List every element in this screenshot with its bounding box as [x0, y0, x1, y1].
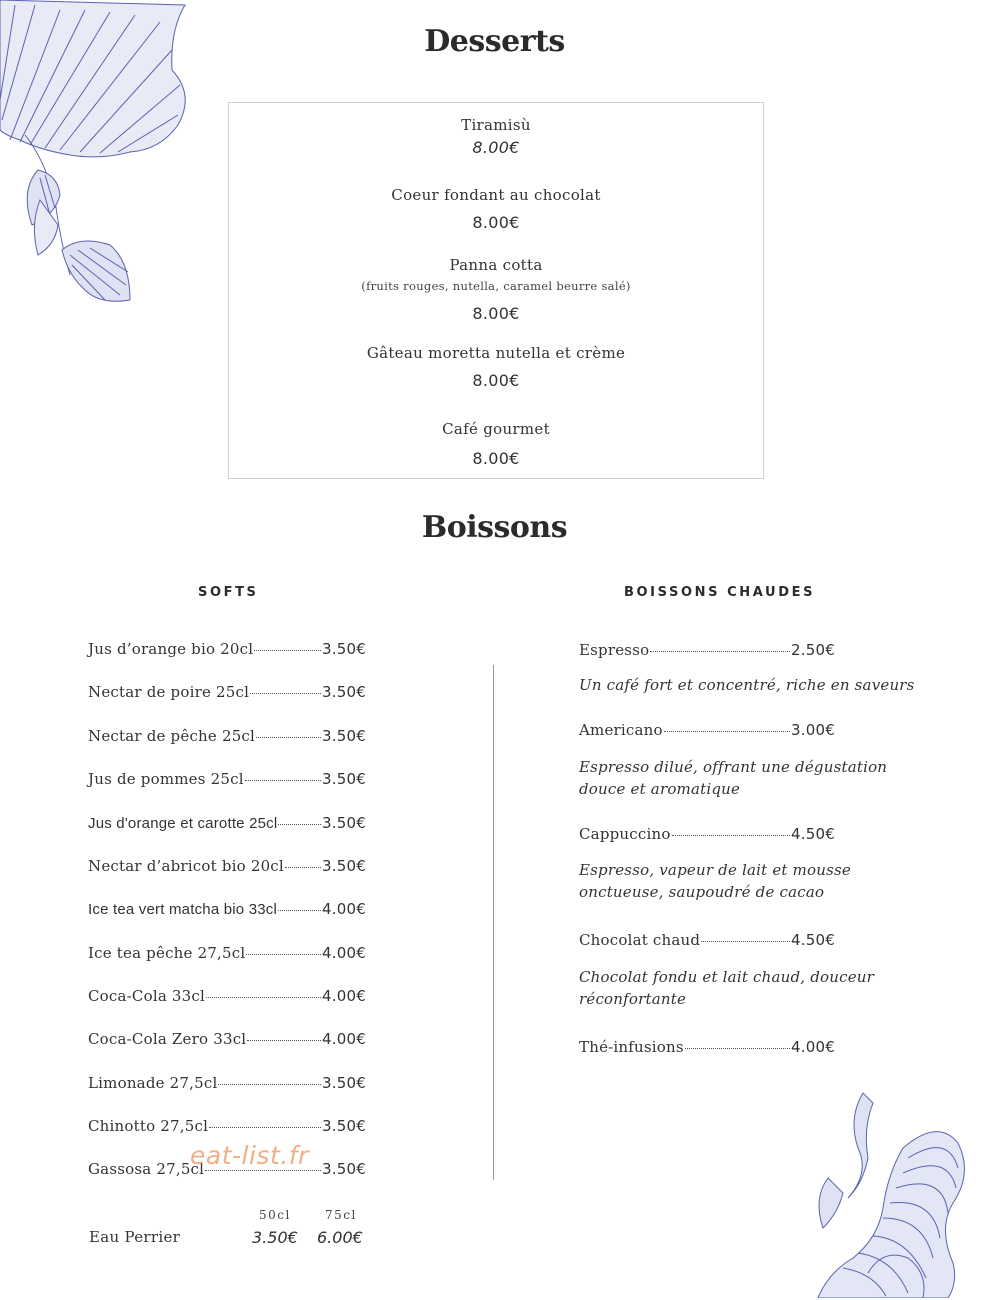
dot-leader	[254, 650, 321, 651]
list-item	[579, 641, 835, 659]
dessert-price: 8.00€	[472, 138, 520, 157]
perrier-name: Eau Perrier	[89, 1228, 181, 1246]
list-item	[88, 683, 366, 701]
list-item	[88, 1074, 366, 1092]
list-item	[88, 1030, 366, 1048]
item-description: Chocolat fondu et lait chaud, douceur réconfortante	[579, 968, 875, 1008]
list-item	[88, 857, 366, 875]
item-name: Jus d’orange bio 20cl	[88, 640, 254, 658]
item-name: Nectar de poire 25cl	[88, 683, 250, 701]
item-price: 4.00€	[322, 1030, 366, 1048]
item-name: Americano	[579, 721, 663, 739]
list-item	[88, 770, 366, 788]
dessert-price: 8.00€	[472, 213, 520, 232]
item-price: 4.00€	[791, 1038, 835, 1056]
dessert-price: 8.00€	[472, 304, 520, 323]
dessert-name: Café gourmet	[442, 420, 550, 438]
list-item	[88, 814, 366, 832]
size-label-50cl: 50cl	[259, 1208, 291, 1222]
item-description: Espresso dilué, offrant une dégustation douce et aromatique	[579, 758, 888, 798]
list-item	[88, 1117, 366, 1135]
dot-leader	[247, 1040, 321, 1041]
item-name: Jus d'orange et carotte 25cl	[88, 815, 278, 832]
dot-leader	[206, 997, 321, 998]
item-price: 3.50€	[322, 727, 366, 745]
item-name: Nectar d’abricot bio 20cl	[88, 857, 284, 875]
item-name: Ice tea vert matcha bio 33cl	[88, 901, 278, 918]
item-price: 4.00€	[322, 987, 366, 1005]
dessert-name: Panna cotta	[449, 256, 543, 274]
desserts-box	[228, 102, 764, 479]
item-name: Nectar de pêche 25cl	[88, 727, 256, 745]
list-item	[88, 987, 366, 1005]
desserts-title: Desserts	[424, 24, 565, 59]
item-description: Espresso, vapeur de lait et mousse onctueuse, saupoudré de cacao	[579, 861, 851, 901]
item-price: 3.50€	[322, 814, 366, 832]
dot-leader	[209, 1127, 321, 1128]
perrier-price-50cl: 3.50€	[252, 1228, 298, 1247]
dot-leader	[256, 737, 321, 738]
item-price: 4.00€	[322, 944, 366, 962]
item-price: 4.50€	[791, 825, 835, 843]
item-name: Coca-Cola 33cl	[88, 987, 206, 1005]
list-item	[579, 931, 835, 949]
dot-leader	[664, 731, 790, 732]
item-price: 4.00€	[322, 900, 366, 918]
softs-heading: SOFTS	[198, 585, 259, 600]
item-price: 3.50€	[322, 1074, 366, 1092]
dot-leader	[285, 867, 321, 868]
list-item	[88, 900, 366, 918]
watermark: eat-list.fr	[190, 1141, 309, 1170]
dot-leader	[245, 780, 321, 781]
dot-leader	[205, 1170, 321, 1171]
boissons-title: Boissons	[421, 510, 568, 545]
dot-leader	[278, 824, 321, 825]
item-price: 3.50€	[322, 1117, 366, 1135]
list-item	[88, 944, 366, 962]
dessert-price: 8.00€	[472, 449, 520, 468]
dot-leader	[650, 651, 790, 652]
list-item	[579, 1038, 835, 1056]
item-name: Chocolat chaud	[579, 931, 701, 949]
dot-leader	[218, 1084, 321, 1085]
list-item	[88, 727, 366, 745]
dessert-name: Gâteau moretta nutella et crème	[366, 344, 626, 362]
dot-leader	[278, 910, 321, 911]
hot-drinks-heading: BOISSONS CHAUDES	[624, 585, 816, 600]
dot-leader	[246, 954, 321, 955]
perrier-price-75cl: 6.00€	[317, 1228, 363, 1247]
item-name: Gassosa 27,5cl	[88, 1160, 205, 1178]
dessert-name: Tiramisù	[461, 116, 531, 134]
item-price: 4.50€	[791, 931, 835, 949]
dot-leader	[685, 1048, 790, 1049]
column-divider	[493, 665, 494, 1180]
item-description: Un café fort et concentré, riche en saveurs	[579, 676, 915, 694]
item-price: 3.50€	[322, 857, 366, 875]
dot-leader	[701, 941, 790, 942]
dot-leader	[672, 835, 790, 836]
dessert-price: 8.00€	[472, 371, 520, 390]
dessert-note: (fruits rouges, nutella, caramel beurre salé)	[361, 279, 631, 293]
wave-illustration	[808, 1088, 983, 1298]
item-name: Thé-infusions	[579, 1038, 684, 1056]
item-price: 2.50€	[791, 641, 835, 659]
item-price: 3.50€	[322, 640, 366, 658]
list-item	[88, 640, 366, 658]
dessert-name: Coeur fondant au chocolat	[391, 186, 601, 204]
item-name: Cappuccino	[579, 825, 671, 843]
dot-leader	[250, 693, 321, 694]
item-name: Limonade 27,5cl	[88, 1074, 218, 1092]
list-item	[579, 825, 835, 843]
item-name: Espresso	[579, 641, 650, 659]
item-price: 3.50€	[322, 683, 366, 701]
item-price: 3.50€	[322, 1160, 366, 1178]
item-price: 3.00€	[791, 721, 835, 739]
size-label-75cl: 75cl	[325, 1208, 357, 1222]
item-price: 3.50€	[322, 770, 366, 788]
item-name: Chinotto 27,5cl	[88, 1117, 209, 1135]
item-name: Ice tea pêche 27,5cl	[88, 944, 246, 962]
list-item	[579, 721, 835, 739]
item-name: Jus de pommes 25cl	[88, 770, 244, 788]
item-name: Coca-Cola Zero 33cl	[88, 1030, 247, 1048]
